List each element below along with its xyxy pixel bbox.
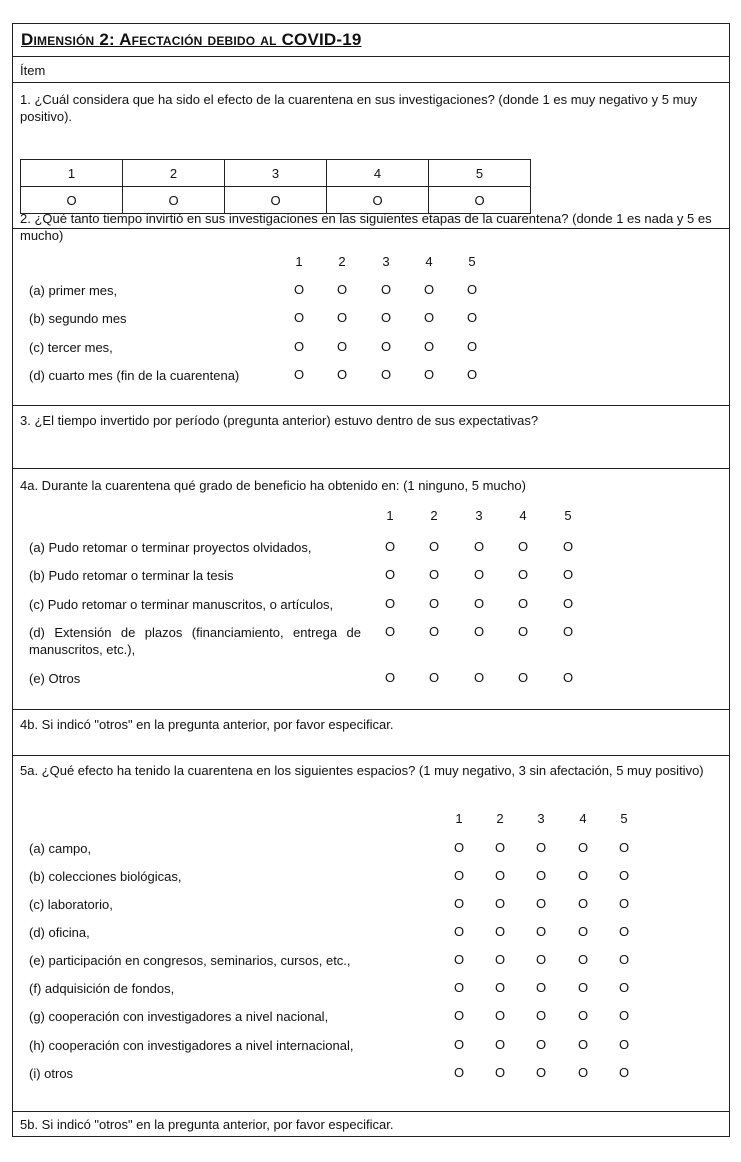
radio-option[interactable]: O [517, 539, 529, 554]
scale-header: 4 [425, 254, 433, 269]
list-item: (d) Extensión de plazos (financiamiento, entrega de manuscritos, etc.), [29, 625, 361, 657]
scale-header: 3 [537, 811, 545, 826]
radio-option[interactable]: O [494, 980, 506, 995]
question-4b-text: 4b. Si indicó "otros" en la pregunta anterior, por favor especificar. [20, 717, 394, 732]
radio-option[interactable]: O [535, 980, 547, 995]
radio-option[interactable]: O [577, 1008, 589, 1023]
scale-header: 4 [519, 508, 527, 523]
item-header: Ítem [20, 63, 46, 78]
radio-option[interactable]: O [618, 980, 630, 995]
radio-option[interactable]: O [535, 1037, 547, 1052]
question-2-text: 2. ¿Qué tanto tiempo invirtió en sus investigaciones en las siguientes etapas de la cuarentena? (donde 1 es nada y 5 es mucho) [20, 211, 712, 243]
list-item: (c) laboratorio, [29, 897, 113, 912]
scale-header: 4 [579, 811, 587, 826]
scale-header: 5 [620, 811, 628, 826]
radio-option[interactable]: O [453, 1065, 465, 1080]
radio-option[interactable]: O [517, 567, 529, 582]
question-4a-text: 4a. Durante la cuarentena qué grado de beneficio ha obtenido en: (1 ninguno, 5 mucho) [20, 478, 526, 493]
scale-header: 2 [430, 508, 438, 523]
radio-option[interactable]: O [535, 840, 547, 855]
radio-option[interactable]: O [494, 1065, 506, 1080]
scale-header-cell: 4 [327, 160, 429, 187]
radio-option[interactable]: O [618, 1065, 630, 1080]
radio-option[interactable]: O [535, 896, 547, 911]
list-item: (e) participación en congresos, seminarios, cursos, etc., [29, 953, 351, 968]
radio-option[interactable]: O [336, 367, 348, 382]
radio-option[interactable]: O [466, 339, 478, 354]
list-item: (c) Pudo retomar o terminar manuscritos, o artículos, [29, 597, 334, 612]
question-3-text: 3. ¿El tiempo invertido por período (pregunta anterior) estuvo dentro de sus expectativas? [20, 413, 539, 428]
list-item: (a) campo, [29, 841, 92, 856]
radio-option[interactable]: O [336, 339, 348, 354]
question-5b [13, 1112, 729, 1138]
radio-option[interactable]: O [428, 539, 440, 554]
radio-option[interactable]: O [562, 567, 574, 582]
list-item: (i) otros [29, 1066, 74, 1081]
question-4b [13, 710, 729, 756]
question-5a-text: 5a. ¿Qué efecto ha tenido la cuarentena en los siguientes espacios? (1 muy negativo, 3 sin afectación, 5 muy positivo) [20, 763, 704, 778]
radio-option[interactable]: O [293, 339, 305, 354]
radio-option[interactable]: O [380, 367, 392, 382]
radio-option[interactable]: O [618, 952, 630, 967]
radio-option[interactable]: O [453, 952, 465, 967]
scale-header-cell: 5 [429, 160, 531, 187]
radio-option[interactable]: O [380, 310, 392, 325]
radio-option[interactable]: O [494, 924, 506, 939]
radio-option[interactable]: O [535, 952, 547, 967]
question-5b-text: 5b. Si indicó "otros" en la pregunta anterior, por favor especificar. [20, 1117, 394, 1132]
radio-option[interactable]: O [618, 840, 630, 855]
radio-option[interactable]: O [473, 596, 485, 611]
radio-option[interactable]: O [453, 980, 465, 995]
radio-option[interactable]: O [494, 1008, 506, 1023]
radio-option[interactable]: O [494, 868, 506, 883]
radio-option[interactable]: O [384, 539, 396, 554]
radio-option[interactable]: O [380, 282, 392, 297]
question-1-text: 1. ¿Cuál considera que ha sido el efecto de la cuarentena en sus investigaciones? (donde 1 es muy negativo y 5 muy positivo). [20, 92, 698, 124]
radio-option[interactable]: O [428, 567, 440, 582]
scale-header: 2 [338, 254, 346, 269]
radio-option[interactable]: O [473, 567, 485, 582]
title-section [13, 24, 729, 57]
radio-option[interactable]: O [384, 567, 396, 582]
radio-option[interactable]: O [453, 896, 465, 911]
radio-option[interactable]: O [618, 896, 630, 911]
list-item: (f) adquisición de fondos, [29, 981, 175, 996]
radio-option[interactable]: O [577, 868, 589, 883]
radio-option[interactable]: O [225, 187, 327, 214]
scale-header: 5 [468, 254, 476, 269]
radio-option[interactable]: O [473, 539, 485, 554]
radio-option[interactable]: O [453, 1037, 465, 1052]
radio-option[interactable]: O [336, 310, 348, 325]
radio-option[interactable]: O [336, 282, 348, 297]
radio-option[interactable]: O [618, 924, 630, 939]
list-item: (b) segundo mes [29, 311, 127, 326]
questionnaire-frame [12, 23, 730, 1137]
radio-option[interactable]: O [535, 868, 547, 883]
radio-option[interactable]: O [453, 924, 465, 939]
radio-option[interactable]: O [577, 1065, 589, 1080]
scale-header: 1 [386, 508, 394, 523]
list-item: (b) Pudo retomar o terminar la tesis [29, 568, 234, 583]
radio-option[interactable]: O [423, 367, 435, 382]
list-item: (a) primer mes, [29, 283, 118, 298]
radio-option[interactable]: O [618, 868, 630, 883]
scale-header: 1 [295, 254, 303, 269]
list-item: (a) Pudo retomar o terminar proyectos olvidados, [29, 540, 312, 555]
radio-option[interactable]: O [562, 670, 574, 685]
scale-header-cell: 2 [123, 160, 225, 187]
scale-header-cell: 3 [225, 160, 327, 187]
radio-option[interactable]: O [293, 282, 305, 297]
item-header-section [13, 57, 729, 83]
radio-option[interactable]: O [428, 670, 440, 685]
radio-option[interactable]: O [466, 282, 478, 297]
radio-option[interactable]: O [618, 1008, 630, 1023]
radio-option[interactable]: O [21, 187, 123, 214]
radio-option[interactable]: O [562, 624, 574, 639]
radio-option[interactable]: O [494, 896, 506, 911]
scale-header: 3 [382, 254, 390, 269]
radio-option[interactable]: O [577, 980, 589, 995]
radio-option[interactable]: O [423, 282, 435, 297]
question-4a [13, 469, 729, 710]
list-item: (b) colecciones biológicas, [29, 869, 182, 884]
radio-option[interactable]: O [517, 596, 529, 611]
page-title: Dimensión 2: Afectación debido al COVID-19 [21, 30, 362, 49]
question-3 [13, 406, 729, 469]
radio-option[interactable]: O [453, 840, 465, 855]
list-item: (d) cuarto mes (fin de la cuarentena) [29, 368, 240, 383]
radio-option[interactable]: O [577, 924, 589, 939]
radio-option[interactable]: O [423, 310, 435, 325]
radio-option[interactable]: O [293, 367, 305, 382]
radio-option[interactable]: O [494, 952, 506, 967]
radio-option[interactable]: O [577, 952, 589, 967]
radio-option[interactable]: O [577, 896, 589, 911]
list-item: (d) oficina, [29, 925, 90, 940]
radio-option[interactable]: O [384, 670, 396, 685]
radio-option[interactable]: O [473, 670, 485, 685]
radio-option[interactable]: O [453, 868, 465, 883]
radio-option[interactable]: O [428, 624, 440, 639]
scale-header: 2 [496, 811, 504, 826]
radio-option[interactable]: O [473, 624, 485, 639]
radio-option[interactable]: O [123, 187, 225, 214]
list-item: (e) Otros [29, 671, 81, 686]
scale-header: 1 [455, 811, 463, 826]
radio-option[interactable]: O [423, 339, 435, 354]
radio-option[interactable]: O [535, 1065, 547, 1080]
scale-header: 3 [475, 508, 483, 523]
radio-option[interactable]: O [494, 1037, 506, 1052]
radio-option[interactable]: O [428, 596, 440, 611]
radio-option[interactable]: O [517, 670, 529, 685]
radio-option[interactable]: O [327, 187, 429, 214]
radio-option[interactable]: O [494, 840, 506, 855]
question-2 [13, 206, 729, 406]
radio-option[interactable]: O [517, 624, 529, 639]
radio-option[interactable]: O [453, 1008, 465, 1023]
radio-option[interactable]: O [429, 187, 531, 214]
radio-option[interactable]: O [577, 840, 589, 855]
radio-option[interactable]: O [380, 339, 392, 354]
scale-header-cell: 1 [21, 160, 123, 187]
list-item: (c) tercer mes, [29, 340, 113, 355]
radio-option[interactable]: O [618, 1037, 630, 1052]
radio-option[interactable]: O [466, 367, 478, 382]
radio-option[interactable]: O [293, 310, 305, 325]
radio-option[interactable]: O [535, 924, 547, 939]
radio-option[interactable]: O [577, 1037, 589, 1052]
question-5a [13, 756, 729, 1112]
scale-header: 5 [564, 508, 572, 523]
list-item: (g) cooperación con investigadores a nivel nacional, [29, 1009, 329, 1024]
radio-option[interactable]: O [384, 596, 396, 611]
radio-option[interactable]: O [562, 539, 574, 554]
list-item: (h) cooperación con investigadores a nivel internacional, [29, 1038, 354, 1053]
radio-option[interactable]: O [384, 624, 396, 639]
radio-option[interactable]: O [535, 1008, 547, 1023]
radio-option[interactable]: O [466, 310, 478, 325]
radio-option[interactable]: O [562, 596, 574, 611]
